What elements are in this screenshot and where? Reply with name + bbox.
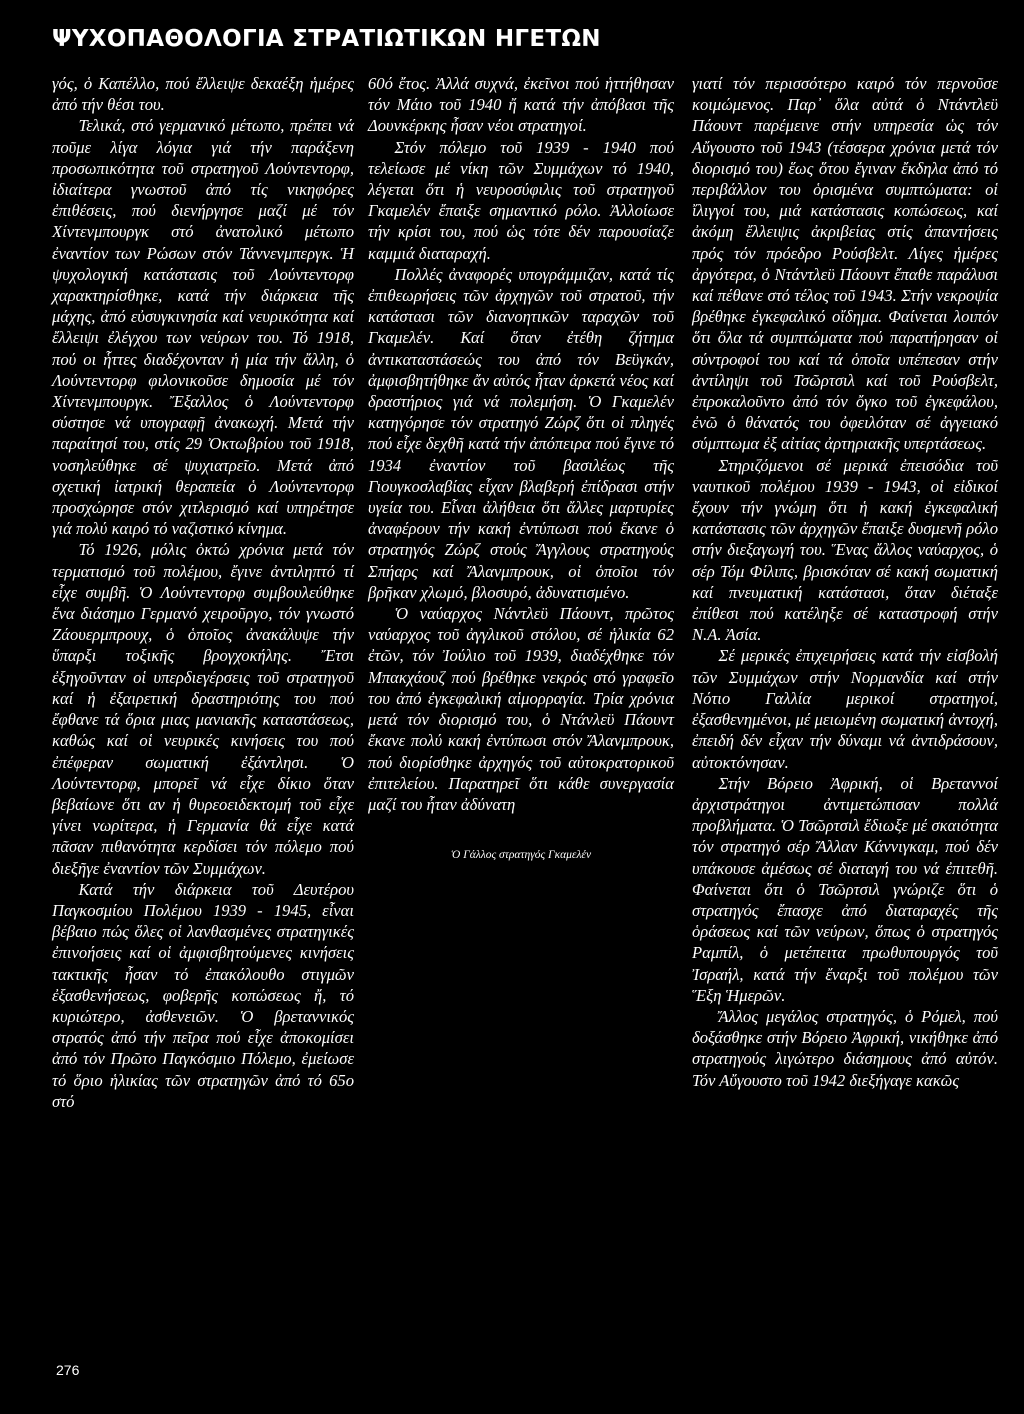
paragraph: γιατί τόν περισσότερο καιρό τόν περνοῦσε κοιμώμενος. Παρ᾽ ὅλα αὐτά ὁ Ντάντλεϋ Πάουντ παρέμεινε στήν υπηρεσία ὡς τόν Αὔγουστο τοῦ 1943 (τέσσερα χρόνια μετά τόν διορισμό του) ἕως ὅτου ἔγιναν ἔκδηλα ἀπό τό περιβάλλον του ὁρισμένα συμπτώματα: οἱ ἴλιγγοί του, μιά κατάστασις κοπώσεως, καί ἀκόμη ἔλλειψις ἀκριβείας στίς ἀπαντήσεις πρός τόν πρόεδρο Ρούσβελτ. Λίγες ἡμέρες ἀργότερα, ὁ Ντάντλεϋ Πάουντ ἔπαθε παράλυσι καί πέθανε στό τέλος τοῦ 1943. Στήν νεκροψία βρέθηκε ἐγκεφαλικό οἴδημα. Φαίνεται λοιπόν ὅτι ὅλα τά συμπτώματα πού παρατήρησαν οἱ σύντροφοί του καί τά ὁποῖα υπέπεσαν στήν ἀντίληψι τοῦ Τσῶρτσιλ καί τοῦ Ρούσβελτ, ἐπροκαλοῦντο ἀπό τόν ὄγκο τοῦ ἐγκεφάλου, ἐνῶ ὁ θάνατός του ὀφειλόταν σέ ἀγγειακό σύμπτωμα ἐξ αἰτίας ἀρτηριακῆς υπερτάσεως.: [692, 74, 998, 454]
paragraph: Τελικά, στό γερμανικό μέτωπο, πρέπει νά ποῦμε λίγα λόγια γιά τήν παράξενη προσωπικότητα τοῦ στρατηγοῦ Λούντεντορφ, ἰδιαίτερα γνωστοῦ ἀπό τίς νικηφόρες ἐπιθέσεις, πού διενήργησε μαζί μέ τόν Χίντενμπουργκ στό ἀνατολικό μέτωπο ἐναντίον των Ρώσων στόν Τάννενμπεργκ. Ἡ ψυχολογική κατάστασις τοῦ Λούντεντορφ χαρακτηρίσθηκε, κατά τήν διάρκεια τῆς μάχης, ἀπό εὐσυγκινησία καί νευρικότητα καί ἔλλειψι ἐλέγχου των νεύρων του. Τό 1918, πού οι ἧττες διαδέχονταν ἡ μία τήν ἄλλη, ὁ Λούντεντορφ φιλονικοῦσε δημοσία μέ τόν Χίντενμπουργκ. Ἔξαλλος ὁ Λούντεντορφ σύστησε νά υπογραφῇ ἀνακωχή. Μετά τήν παραίτησί του, στίς 29 Ὀκτωβρίου τοῦ 1918, νοσηλεύθηκε σέ ψυχιατρεῖο. Μετά ἀπό σχετική ἰατρική θεραπεία ὁ Λούντεντορφ προσχώρησε στόν χιτλερισμό καί υπηρέτησε γιά πολύ καιρό τό ναζιστικό κίνημα.: [52, 116, 354, 539]
paragraph: Σέ μερικές ἐπιχειρήσεις κατά τήν εἰσβολή τῶν Συμμάχων στήν Νορμανδία καί στήν Νότιο Γαλλία μερικοί στρατηγοί, ἐξασθενημένοι, μέ μειωμένη σωματική ἀντοχή, ἐπειδή δέν εἶχαν τήν δύναμι νά ἀντιδράσουν, αὐτοκτόνησαν.: [692, 646, 998, 772]
text-column-1: [52, 73, 354, 1112]
paragraph: Ἄλλος μεγάλος στρατηγός, ὁ Ρόμελ, πού δοξάσθηκε στήν Βόρειο Ἀφρική, νικήθηκε ἀπό στρατηγούς λιγώτερο διάσημους ἀπό αὐτόν. Τόν Αὔγουστο τοῦ 1942 διεξήγαγε κακῶς: [692, 1006, 998, 1090]
text-column-2: [368, 73, 674, 866]
paragraph: 60ό ἔτος. Ἀλλά συχνά, ἐκεῖνοι πού ἡττήθησαν τόν Μάιο τοῦ 1940 ἤ κατά τήν ἀπόβασι τῆς Δουνκέρκης ἦσαν νέοι στρατηγοί.: [368, 74, 674, 136]
page-number: 276: [56, 1362, 80, 1378]
paragraph: Τό 1926, μόλις ὀκτώ χρόνια μετά τόν τερματισμό τοῦ πολέμου, ἔγινε ἀντιληπτό τί εἶχε συμβῆ. Ὁ Λούντεντορφ συμβουλεύθηκε ἕνα διάσημο Γερμανό χειροῦργο, τόν γνωστό Ζάουερμπρουχ, ὁ ὁποῖος ἀνακάλυψε τήν ὕπαρξι τοξικῆς βρογχοκήλης. Ἔτσι ἐξηγοῦνταν οἱ υπερδιεγέρσεις τοῦ στρατηγοῦ καί ἡ ἐξαιρετική δραστηριότης του πού ἔφθανε τά ὅρια μιας μανιακῆς καταστάσεως, καθώς καί οἱ νευρικές κινήσεις του πού ἐπέφεραν σωματική ἐξάντλησι. Ὁ Λούντεντορφ, μπορεῖ νά εἶχε δίκιο ὅταν βεβαίωνε ὅτι αν ἡ θυρεοειδεκτομή τοῦ εἶχε γίνει νωρίτερα, ἡ Γερμανία θά εἶχε κατά πᾶσαν πιθανότητα κερδίσει τόν πόλεμο πού διεξῆγε ἐναντίον τῶν Συμμάχων.: [52, 540, 354, 878]
paragraph: Κατά τήν διάρκεια τοῦ Δευτέρου Παγκοσμίου Πολέμου 1939 - 1945, εἶναι βέβαιο πώς ὅλες οἱ λανθασμένες στρατηγικές ἐπινοήσεις καί οἱ ἀμφισβητούμενες κινήσεις τακτικῆς ἦσαν τό ἐπακόλουθο στιγμῶν ἐξασθενήσεως, φοβερῆς κοπώσεως ἤ, τό κυριώτερο, ἀσθενειῶν. Ὁ βρεταννικός στρατός ἀπό τήν πεῖρα πού εἶχε ἀποκομίσει ἀπό τόν Πρῶτο Παγκόσμιο Πόλεμο, ἐμείωσε τό ὅριο ἡλικίας τῶν στρατηγῶν ἀπό τό 65ο στό: [52, 879, 354, 1111]
paragraph: Στόν πόλεμο τοῦ 1939 - 1940 πού τελείωσε μέ νίκη τῶν Συμμάχων τό 1940, λέγεται ὅτι ἡ νευροσύφιλις τοῦ στρατηγοῦ Γκαμελέν ἔπαιξε σημαντικό ρόλο. Ἀλλοίωσε τήν κρίσι του, πού ὡς τότε δέν παρουσίαζε καμμιά διαταραχή.: [368, 137, 674, 263]
text-column-3: [692, 73, 998, 1091]
image-caption: Ὁ Γάλλος στρατηγός Γκαμελέν: [450, 849, 592, 862]
page-header-title: ΨΥΧΟΠΑΘΟΛΟΓΙΑ ΣΤΡΑΤΙΩΤΙΚΩΝ ΗΓΕΤΩΝ: [52, 26, 601, 52]
paragraph: Ὁ ναύαρχος Νάντλεϋ Πάουντ, πρῶτος ναύαρχος τοῦ ἀγγλικοῦ στόλου, σέ ἡλικία 62 ἐτῶν, τόν Ἰούλιο τοῦ 1939, διαδέχθηκε τόν Μπακχάουζ πού βρέθηκε νεκρός στό γραφεῖο του ἀπό ἐγκεφαλική αἱμορραγία. Τρία χρόνια μετά τόν διορισμό του, ὁ Ντάνλεϋ Πάουντ ἔκανε πολύ κακή ἐντύπωσι στόν Ἄλανμπρουκ, πού διορίσθηκε ἀρχηγός τοῦ αὐτοκρατορικοῦ ἐπιτελείου. Παρατηρεῖ ὅτι κάθε συνεργασία μαζί του ἦταν ἀδύνατη: [368, 604, 674, 814]
paragraph: γός, ὁ Καπέλλο, πού ἔλλειψε δεκαέξη ἡμέρες ἀπό τήν θέσι του.: [52, 74, 354, 115]
paragraph: Στηριζόμενοι σέ μερικά ἐπεισόδια τοῦ ναυτικοῦ πολέμου 1939 - 1943, οἱ εἰδικοί ἔχουν τήν γνώμη ὅτι ἡ κακή ἐγκεφαλική κατάστασις τῶν ἀρχηγῶν ἔπαιξε δυσμενῆ ρόλο στήν διεξαγωγή του. Ἕνας ἄλλος ναύαρχος, ὁ σέρ Τόμ Φίλιπς, βρισκόταν σέ κακή σωματική καί πνευματική κατάστασι, ὅταν διέταξε ἐπίθεσι πού κατέληξε σέ καταστροφή στήν Ν.Α. Ἀσία.: [692, 455, 998, 645]
paragraph: Στήν Βόρειο Ἀφρική, οἱ Βρεταννοί ἀρχιστράτηγοι ἀντιμετώπισαν πολλά προβλήματα. Ὁ Τσῶρτσιλ ἔδιωξε μέ σκαιότητα τόν στρατηγό σέρ Ἄλλαν Κάννιγκαμ, πού δέν υπάκουσε ἀμέσως σέ διαταγή του νά ἐπιτεθῆ. Φαίνεται ὅτι ὁ Τσῶρτσιλ γνώριζε ὅτι ὁ στρατηγός ἔπασχε ἀπό διαταραχές τῆς ὁράσεως καί τῶν νεύρων, ὅπως ὁ στρατηγός Ραμπίλ, ὁ μετέπειτα πρωθυπουργός τοῦ Ἰσραήλ, κατά τήν ἔναρξι τοῦ πολέμου τῶν Ἕξη Ἡμερῶν.: [692, 773, 998, 1005]
paragraph: Πολλές ἀναφορές υπογράμμιζαν, κατά τίς ἐπιθεωρήσεις τῶν ἀρχηγῶν τοῦ στρατοῦ, τήν κατάστασι τῶν διανοητικῶν ταραχῶν τοῦ Γκαμελέν. Καί ὅταν ἐτέθη ζήτημα ἀντικαταστάσεώς του ἀπό τόν Βεϋγκάν, ἀμφισβητήθηκε ἄν αὐτός ἦταν ἀρκετά νέος καί δραστήριος γιά νά πολεμήση. Ὁ Γκαμελέν κατηγόρησε τόν στρατηγό Ζώρζ ὅτι οἱ πληγές πού εἶχε δεχθῆ κατά τήν ἀπόπειρα πού ἔγινε τό 1934 ἐναντίον τοῦ βασιλέως τῆς Γιουγκοσλαβίας εἶχαν βλαβερή ἐπίδρασι στήν υγεία του. Εἶναι ἀλήθεια ὅτι ἄλλες μαρτυρίες ἀναφέρουν τήν κακή ἐντύπωσι πού ἔκανε ὁ στρατηγός Ζώρζ στούς Ἄγγλους στρατηγούς Σπήαρς καί Ἄλανμπρουκ, οἱ ὁποῖοι τόν βρῆκαν χλωμό, βλοσυρό, ἀδυνατισμένο.: [368, 264, 674, 602]
